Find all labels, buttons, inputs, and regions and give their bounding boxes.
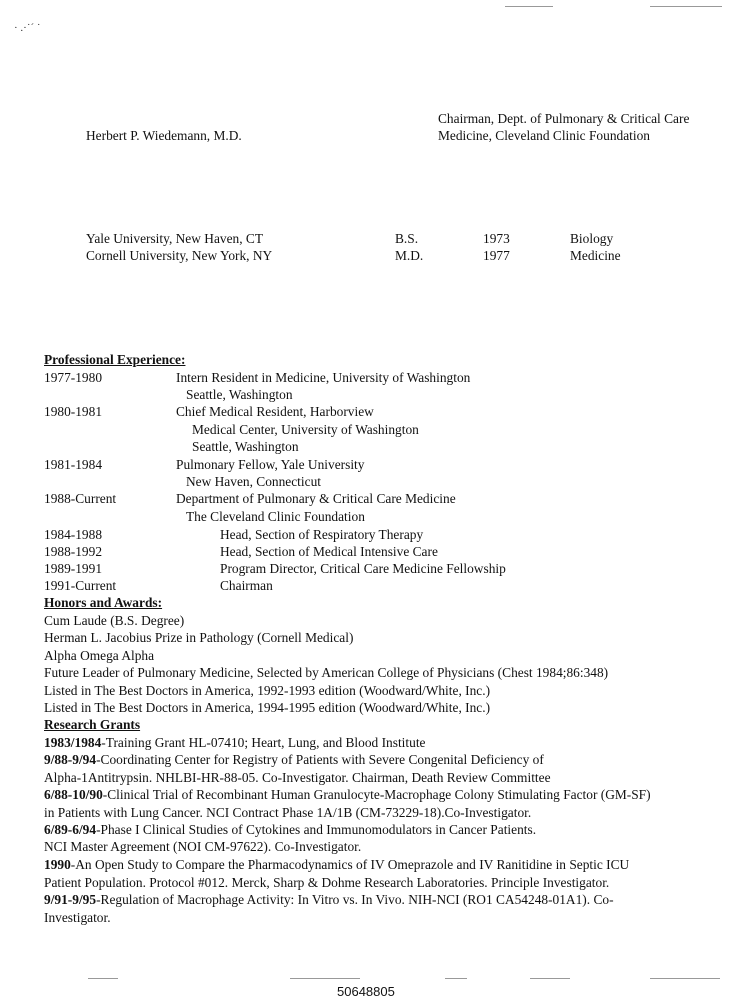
position-title-line2: Medicine, Cleveland Clinic Foundation bbox=[438, 128, 650, 143]
experience-text: Pulmonary Fellow, Yale University bbox=[176, 457, 365, 472]
grant-text: Patient Population. Protocol #012. Merck, Sharp & Dohme Research Laboratories. Principle Investigator. bbox=[44, 875, 610, 890]
honor-item: Herman L. Jacobius Prize in Pathology (Cornell Medical) bbox=[44, 630, 354, 645]
person-name: Herbert P. Wiedemann, M.D. bbox=[86, 128, 242, 143]
experience-date: 1977-1980 bbox=[44, 370, 103, 385]
year: 1977 bbox=[483, 248, 510, 263]
grant-text: NCI Master Agreement (NOI CM-97622). Co-Investigator. bbox=[44, 839, 362, 854]
honors-heading: Honors and Awards: bbox=[44, 595, 163, 610]
experience-text: Intern Resident in Medicine, University of Washington bbox=[176, 370, 471, 385]
experience-text: Seattle, Washington bbox=[192, 439, 299, 454]
experience-text: Head, Section of Respiratory Therapy bbox=[220, 527, 424, 542]
grant-text: Alpha-1Antitrypsin. NHLBI-HR-88-05. Co-Investigator. Chairman, Death Review Committee bbox=[44, 770, 551, 785]
scan-mark bbox=[505, 6, 553, 7]
scan-mark bbox=[290, 978, 360, 979]
grant-date: 6/88-10/90 bbox=[44, 787, 103, 802]
scan-mark bbox=[650, 978, 720, 979]
experience-text: Seattle, Washington bbox=[186, 387, 293, 402]
degree: M.D. bbox=[395, 248, 424, 263]
honor-item: Future Leader of Pulmonary Medicine, Selected by American College of Physicians (Chest 1984;86:348) bbox=[44, 665, 609, 680]
degree: B.S. bbox=[395, 231, 419, 246]
grant-text: -Phase I Clinical Studies of Cytokines and Immunomodulators in Cancer Patients. bbox=[96, 822, 537, 837]
experience-date: 1988-1992 bbox=[44, 544, 103, 559]
grants-heading: Research Grants bbox=[44, 717, 141, 732]
honor-item: Alpha Omega Alpha bbox=[44, 648, 155, 663]
experience-heading: Professional Experience: bbox=[44, 352, 186, 367]
experience-date: 1988-Current bbox=[44, 491, 117, 506]
scan-mark bbox=[650, 6, 722, 7]
grant-text: Investigator. bbox=[44, 910, 111, 925]
scan-mark bbox=[445, 978, 467, 979]
position-title-line1: Chairman, Dept. of Pulmonary & Critical Care bbox=[438, 111, 690, 126]
document-id: 50648805 bbox=[337, 984, 395, 999]
grant-text: in Patients with Lung Cancer. NCI Contract Phase 1A/1B (CM-73229-18).Co-Investigator. bbox=[44, 805, 532, 820]
grant-item bbox=[44, 857, 629, 873]
experience-text: Medical Center, University of Washington bbox=[192, 422, 419, 437]
grant-text: -Coordinating Center for Registry of Patients with Severe Congenital Deficiency of bbox=[96, 752, 544, 767]
field: Biology bbox=[570, 231, 614, 246]
honor-item: Listed in The Best Doctors in America, 1994-1995 edition (Woodward/White, Inc.) bbox=[44, 700, 491, 715]
grant-date: 1983/1984 bbox=[44, 735, 102, 750]
grant-date: 6/89-6/94 bbox=[44, 822, 97, 837]
school: Cornell University, New York, NY bbox=[86, 248, 273, 263]
grant-text: -Training Grant HL-07410; Heart, Lung, and Blood Institute bbox=[101, 735, 426, 750]
school: Yale University, New Haven, CT bbox=[86, 231, 264, 246]
grant-date: 1990 bbox=[44, 857, 71, 872]
grant-item bbox=[44, 735, 425, 751]
honor-item: Cum Laude (B.S. Degree) bbox=[44, 613, 185, 628]
experience-date: 1991-Current bbox=[44, 578, 117, 593]
experience-text: Chairman bbox=[220, 578, 273, 593]
scan-mark bbox=[530, 978, 570, 979]
grant-text: -Clinical Trial of Recombinant Human Granulocyte-Macrophage Colony Stimulating Factor (GM-SF) bbox=[102, 787, 651, 802]
experience-text: New Haven, Connecticut bbox=[186, 474, 321, 489]
honor-item: Listed in The Best Doctors in America, 1992-1993 edition (Woodward/White, Inc.) bbox=[44, 683, 491, 698]
experience-text: Program Director, Critical Care Medicine Fellowship bbox=[220, 561, 506, 576]
scan-speck: · .·˙´ ˙ bbox=[14, 22, 41, 34]
grant-date: 9/91-9/95 bbox=[44, 892, 97, 907]
grant-item bbox=[44, 752, 544, 768]
experience-date: 1984-1988 bbox=[44, 527, 103, 542]
grant-text: -Regulation of Macrophage Activity: In Vitro vs. In Vivo. NIH-NCI (RO1 CA54248-01A1). Co- bbox=[96, 892, 614, 907]
field: Medicine bbox=[570, 248, 621, 263]
experience-date: 1981-1984 bbox=[44, 457, 103, 472]
experience-date: 1980-1981 bbox=[44, 404, 103, 419]
experience-text: Chief Medical Resident, Harborview bbox=[176, 404, 374, 419]
experience-date: 1989-1991 bbox=[44, 561, 103, 576]
experience-text: The Cleveland Clinic Foundation bbox=[186, 509, 365, 524]
scan-mark bbox=[88, 978, 118, 979]
grant-text: -An Open Study to Compare the Pharmacodynamics of IV Omeprazole and IV Ranitidine in Septic ICU bbox=[70, 857, 630, 872]
grant-date: 9/88-9/94 bbox=[44, 752, 97, 767]
experience-text: Department of Pulmonary & Critical Care Medicine bbox=[176, 491, 456, 506]
year: 1973 bbox=[483, 231, 510, 246]
grant-item bbox=[44, 892, 614, 908]
experience-text: Head, Section of Medical Intensive Care bbox=[220, 544, 438, 559]
grant-item bbox=[44, 822, 536, 838]
grant-item bbox=[44, 787, 651, 803]
